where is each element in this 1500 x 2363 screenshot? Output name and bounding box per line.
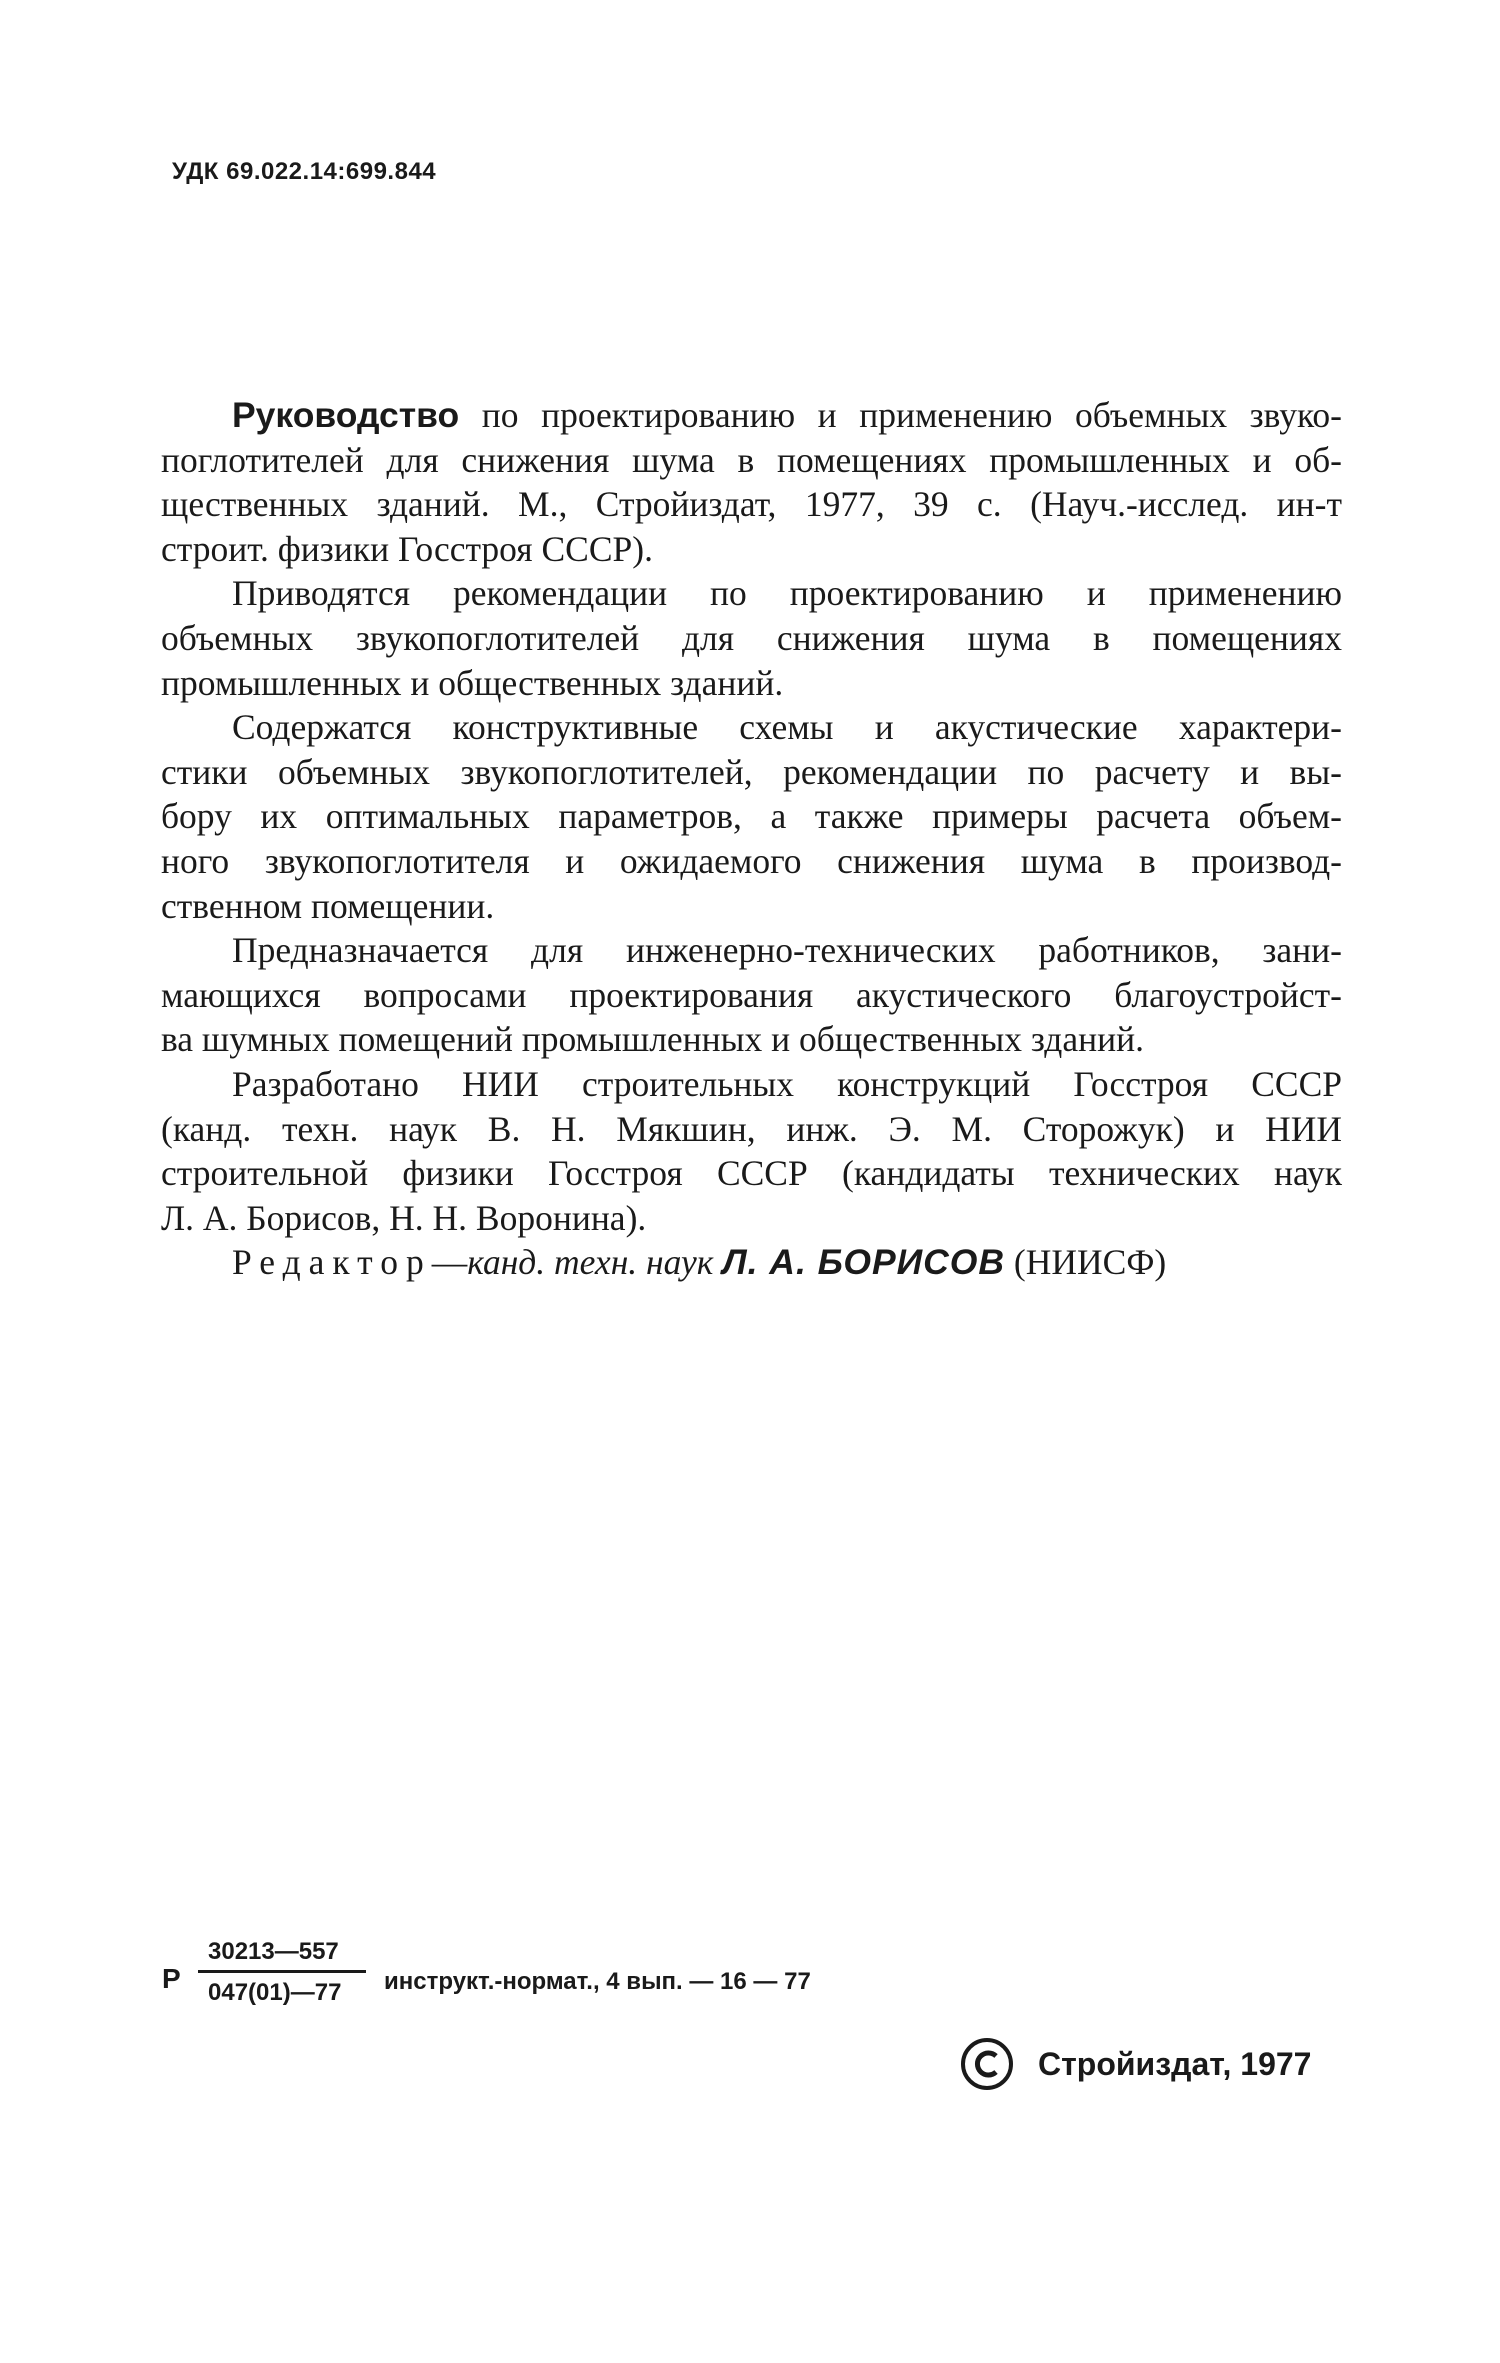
abstract-line: бору их оптимальных параметров, а также примеры расчета объем- xyxy=(161,796,1342,837)
index-fraction xyxy=(198,1938,366,2007)
abstract-line: Приводятся рекомендации по проектированию и применению xyxy=(232,573,1342,614)
abstract-line: ва шумных помещений промышленных и общественных зданий. xyxy=(161,1019,1144,1060)
index-letter: Р xyxy=(162,1963,181,1994)
editor-org: (НИИСФ) xyxy=(1005,1242,1167,1283)
abstract-line: Л. А. Борисов, Н. Н. Воронина). xyxy=(161,1197,647,1238)
abstract-line: строит. физики Госстроя СССР). xyxy=(161,528,653,569)
publisher-imprint xyxy=(960,2037,1311,2091)
abstract-line: строительной физики Госстроя СССР (кандидаты технических наук xyxy=(161,1153,1342,1194)
editor-label: Редактор xyxy=(232,1242,432,1283)
abstract-line: Содержатся конструктивные схемы и акустические характери- xyxy=(232,707,1342,748)
publisher-text: Стройиздат, 1977 xyxy=(1038,2045,1312,2082)
copyright-icon xyxy=(960,2037,1014,2091)
abstract-line: мающихся вопросами проектирования акустического благоустройст- xyxy=(161,974,1342,1015)
abstract-line: объемных звукопоглотителей для снижения шума в помещениях xyxy=(161,617,1342,658)
abstract-paragraph-5 xyxy=(161,1062,1342,1240)
abstract-line: Разработано НИИ строительных конструкций Госстроя СССР xyxy=(232,1063,1342,1104)
abstract-line xyxy=(232,393,1342,438)
abstract-title: Руководство xyxy=(232,395,460,435)
abstract-line-text: по проектированию и применению объемных звуко- xyxy=(459,395,1342,435)
editor-line xyxy=(232,1240,1342,1285)
abstract-line: промышленных и общественных зданий. xyxy=(161,662,784,703)
udk-code: УДК 69.022.14:699.844 xyxy=(172,158,437,185)
abstract-paragraph-3 xyxy=(161,705,1342,928)
editor-role: канд. техн. наук xyxy=(467,1242,723,1283)
abstract-line: Предназначается для инженерно-технических работников, зани- xyxy=(232,930,1342,971)
index-numerator: 30213—557 xyxy=(208,1938,339,1965)
index-denominator: 047(01)—77 xyxy=(208,1979,342,2006)
abstract-line: стики объемных звукопоглотителей, рекомендации по расчету и вы- xyxy=(161,751,1342,792)
index-text: инструкт.-нормат., 4 вып. — 16 — 77 xyxy=(384,1968,811,1995)
abstract-paragraph-2 xyxy=(161,571,1342,705)
abstract-line: ного звукопоглотителя и ожидаемого снижения шума в производ- xyxy=(161,840,1342,881)
abstract-block xyxy=(161,393,1342,1285)
abstract-line: (канд. техн. наук В. Н. Мякшин, инж. Э. М. Сторожук) и НИИ xyxy=(161,1108,1342,1149)
abstract-line: ственном помещении. xyxy=(161,885,495,926)
abstract-lead-paragraph xyxy=(161,393,1342,571)
abstract-line: щественных зданий. М., Стройиздат, 1977, 39 с. (Науч.-исслед. ин-т xyxy=(161,484,1342,525)
abstract-paragraph-4 xyxy=(161,928,1342,1062)
abstract-line: поглотителей для снижения шума в помещениях промышленных и об- xyxy=(161,439,1342,480)
fraction-bar xyxy=(198,1970,366,1973)
editor-dash: — xyxy=(431,1242,468,1283)
editor-name: Л. А. БОРИСОВ xyxy=(722,1242,1006,1283)
